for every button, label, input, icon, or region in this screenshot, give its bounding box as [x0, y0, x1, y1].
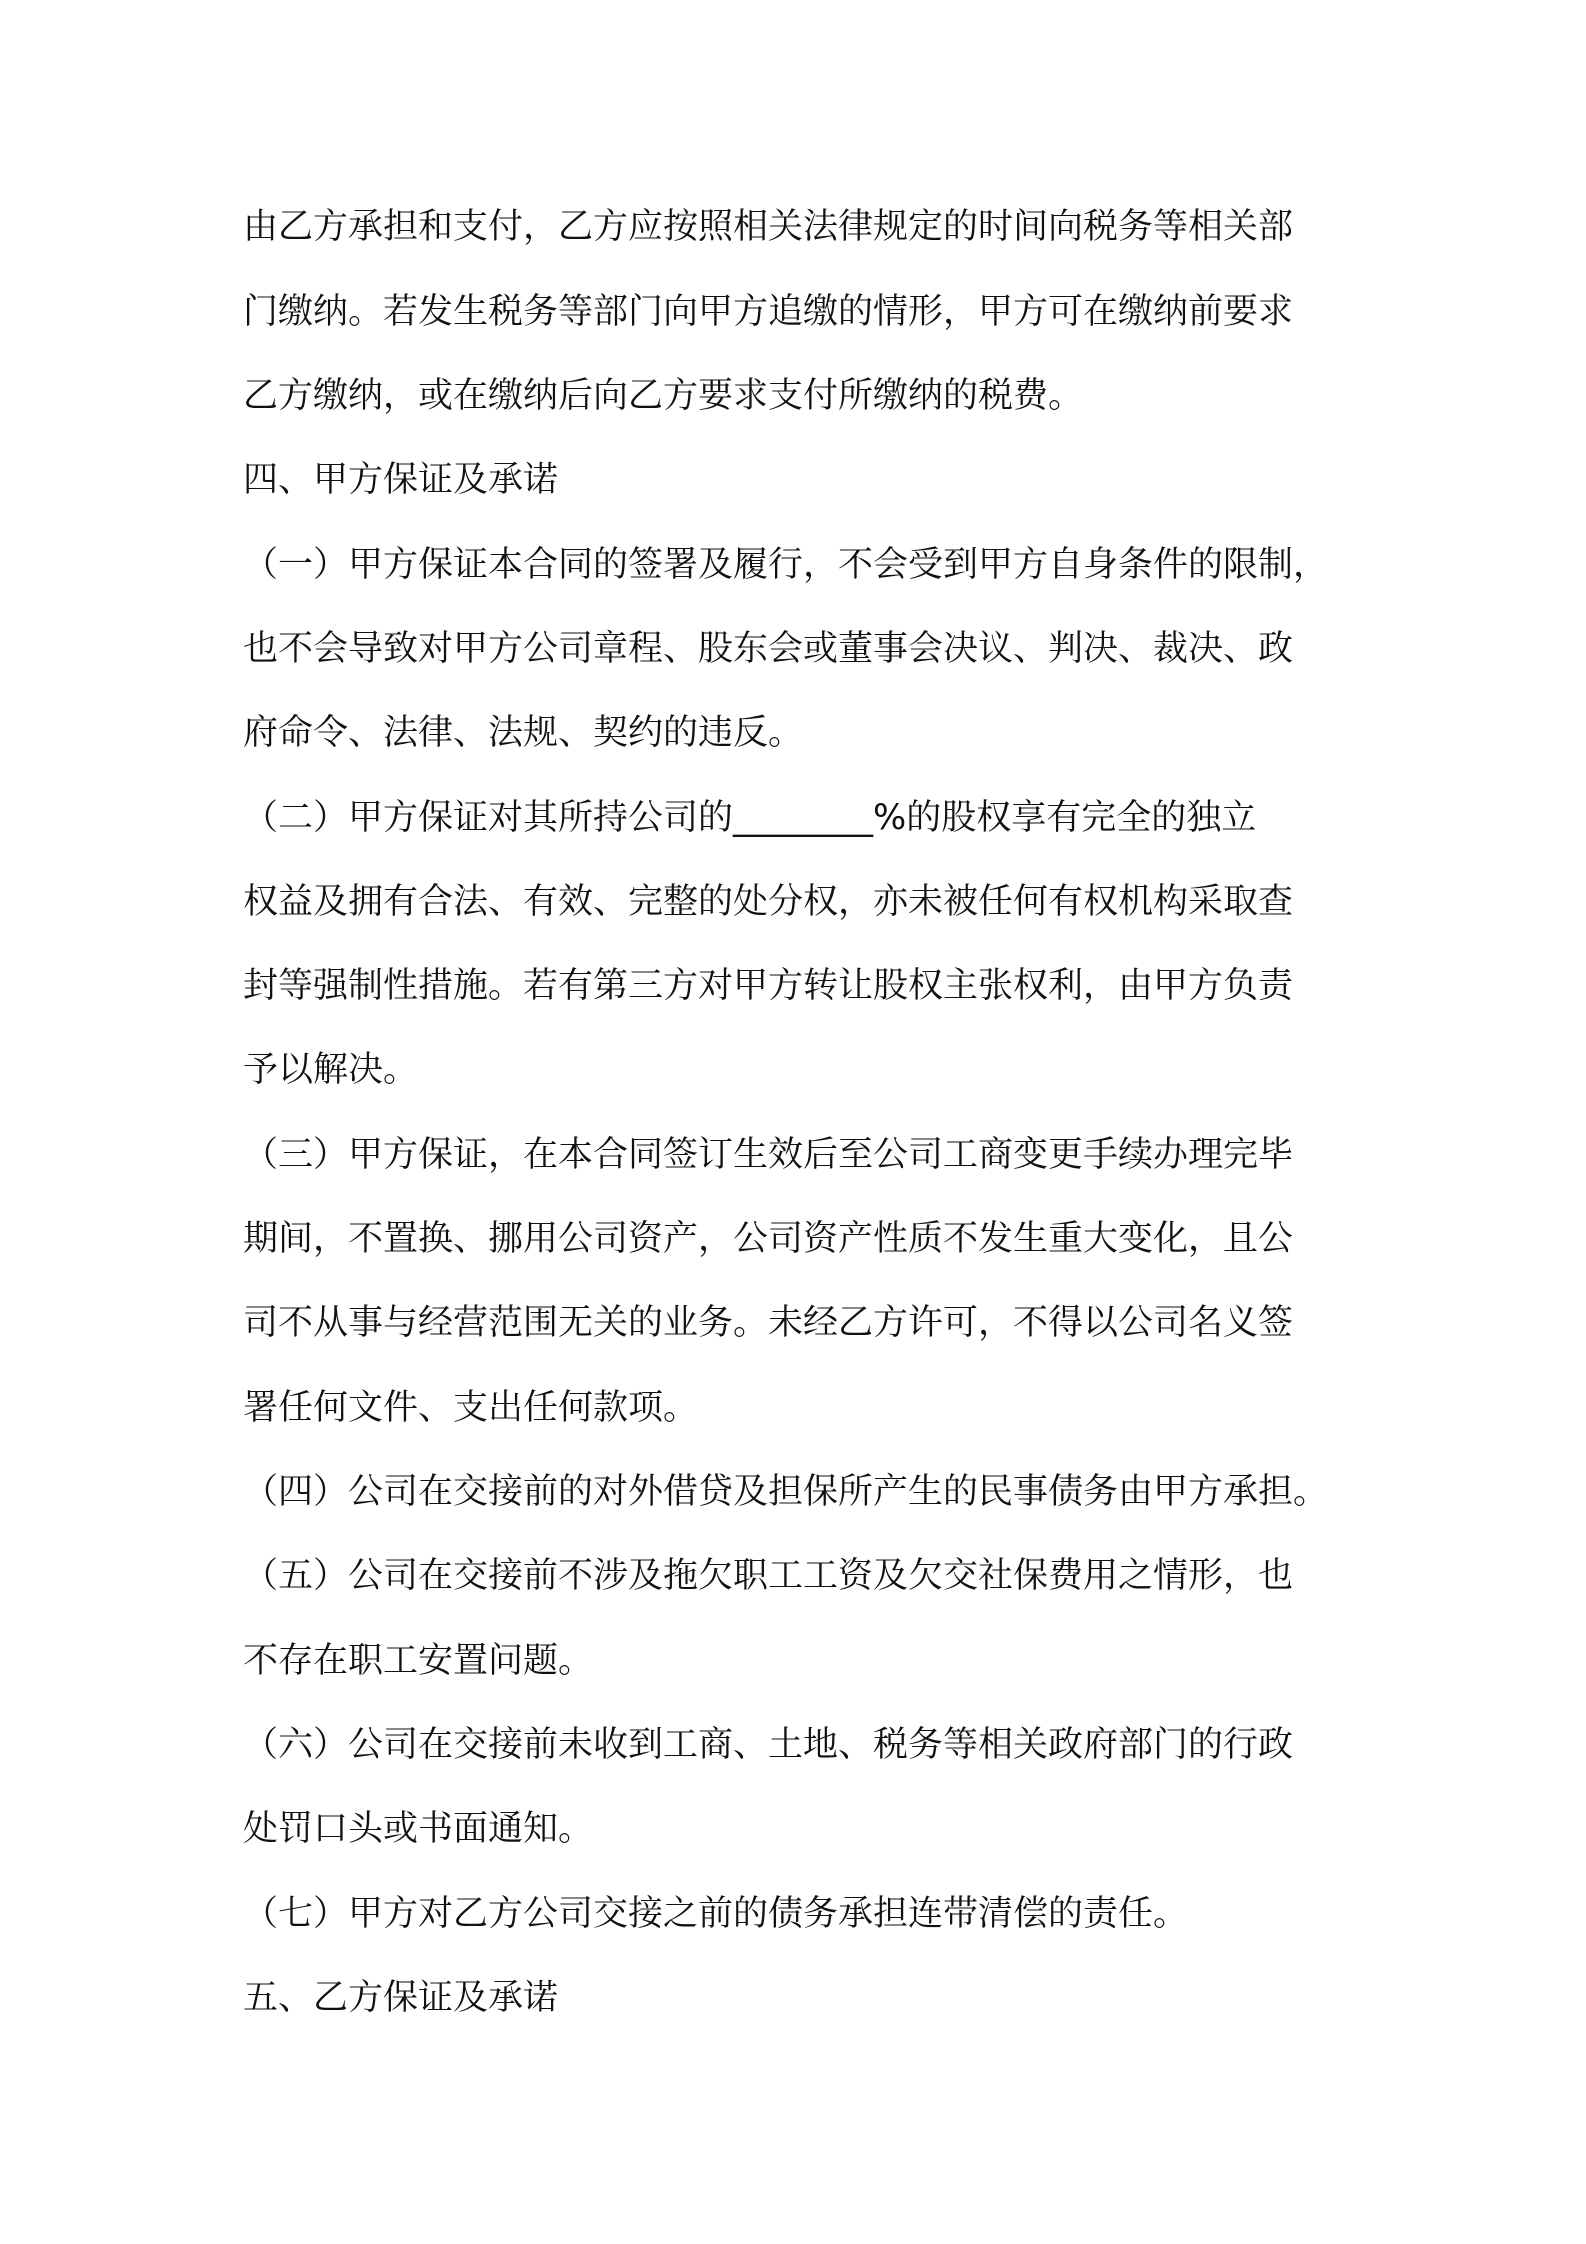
paragraph-line: （七）甲方对乙方公司交接之前的债务承担连带清偿的责任。 — [243, 1894, 1189, 1934]
paragraph-line: （六）公司在交接前未收到工商、土地、税务等相关政府部门的行政 — [243, 1725, 1294, 1765]
paragraph-line: 期间，不置换、挪用公司资产，公司资产性质不发生重大变化，且公 — [243, 1219, 1294, 1259]
paragraph-line: 府命令、法律、法规、契约的违反。 — [243, 713, 804, 753]
section-heading: 四、甲方保证及承诺 — [243, 460, 559, 500]
paragraph-line: 由乙方承担和支付，乙方应按照相关法律规定的时间向税务等相关部 — [243, 207, 1294, 247]
paragraph-line: 予以解决。 — [243, 1050, 419, 1090]
paragraph-line: 也不会导致对甲方公司章程、股东会或董事会决议、判决、裁决、政 — [243, 629, 1294, 669]
paragraph-line: 门缴纳。若发生税务等部门向甲方追缴的情形，甲方可在缴纳前要求 — [243, 292, 1294, 332]
paragraph-line: （四）公司在交接前的对外借贷及担保所产生的民事债务由甲方承担。 — [243, 1472, 1329, 1512]
paragraph-line: 权益及拥有合法、有效、完整的处分权，亦未被任何有权机构采取查 — [243, 882, 1294, 922]
paragraph-line: 不存在职工安置问题。 — [243, 1641, 594, 1681]
paragraph-line: （一）甲方保证本合同的签署及履行，不会受到甲方自身条件的限制， — [243, 545, 1329, 585]
section-heading: 五、乙方保证及承诺 — [243, 1978, 559, 2018]
paragraph-line: 封等强制性措施。若有第三方对甲方转让股权主张权利，由甲方负责 — [243, 966, 1294, 1006]
paragraph-line: （三）甲方保证，在本合同签订生效后至公司工商变更手续办理完毕 — [243, 1135, 1294, 1175]
paragraph-line: 司不从事与经营范围无关的业务。未经乙方许可，不得以公司名义签 — [243, 1303, 1294, 1343]
paragraph-line: 处罚口头或书面通知。 — [243, 1809, 594, 1849]
paragraph-line: 署任何文件、支出任何款项。 — [243, 1388, 699, 1428]
paragraph-line: （二）甲方保证对其所持公司的________%的股权享有完全的独立 — [243, 798, 1257, 838]
paragraph-line: （五）公司在交接前不涉及拖欠职工工资及欠交社保费用之情形，也 — [243, 1556, 1294, 1596]
paragraph-line: 乙方缴纳，或在缴纳后向乙方要求支付所缴纳的税费。 — [243, 376, 1084, 416]
